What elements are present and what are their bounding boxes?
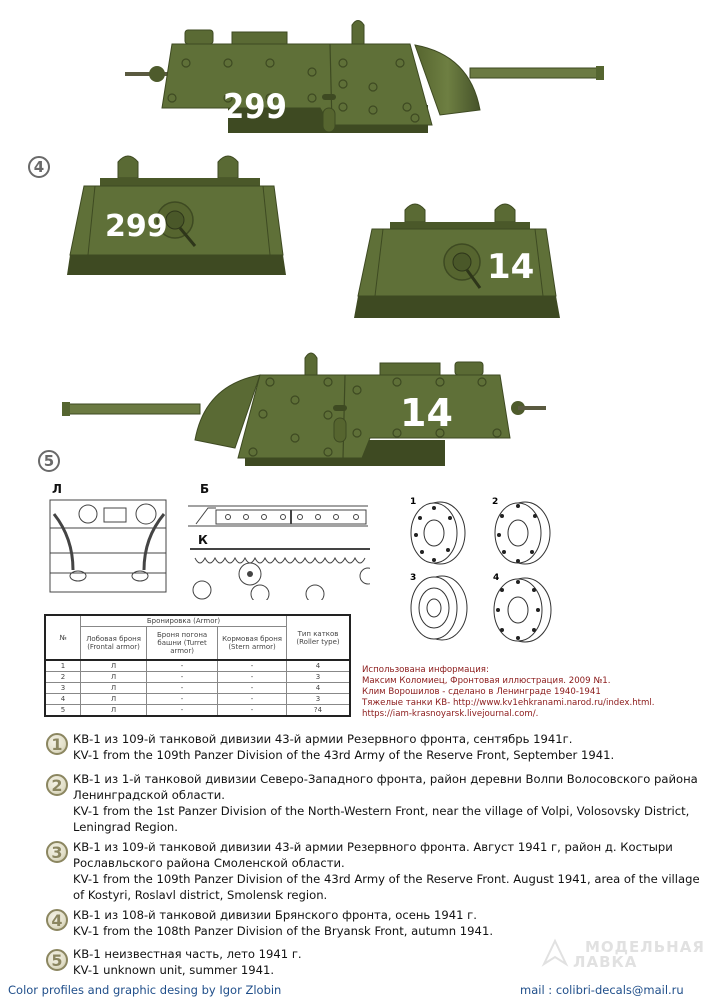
- description-line: КВ-1 из 108-й танковой дивизии Брянского фронта, осень 1941 г.: [73, 908, 477, 922]
- badge-3: 3: [46, 841, 68, 863]
- marker-5: 5: [38, 450, 60, 472]
- roller-label-4: 4: [493, 573, 500, 583]
- gun-barrel: [65, 404, 200, 414]
- table-row: [45, 694, 350, 705]
- turret-rear-299: [67, 156, 286, 275]
- description-line: of Kostyri, Roslavl district, Smolensk region.: [73, 888, 328, 902]
- source-item[interactable]: Тяжелые танки КВ- http://www.kv1ehkranami.narod.ru/index.html.: [362, 698, 655, 708]
- source-item[interactable]: https://iam-krasnoyarsk.livejournal.com/.: [362, 709, 539, 719]
- cell-turret: -: [147, 705, 218, 717]
- description-line: KV-1 from the 109th Panzer Division of the 43rd Army of the Reserve Front. August 1941, area of the village: [73, 872, 700, 886]
- description-line: Рославльского района Смоленской области.: [73, 856, 345, 870]
- watermark-logo-icon: [540, 938, 570, 968]
- watermark-line: МОДЕЛЬНАЯ: [585, 938, 705, 956]
- turret-number-14: 14: [400, 391, 453, 435]
- roller-label-1: 1: [410, 497, 417, 507]
- description-line: KV-1 unknown unit, summer 1941.: [73, 963, 275, 977]
- source-item: Клим Ворошилов - сделано в Ленинграде 1940-1941: [362, 687, 601, 697]
- turret-rear-views: [0, 150, 706, 330]
- cell-frontal: Л: [81, 683, 147, 694]
- cell-roller: ?4: [287, 705, 351, 717]
- footer-mail[interactable]: mail : colibri-decals@mail.ru: [520, 983, 684, 997]
- sources-heading: Использована информация:: [362, 665, 489, 675]
- gun-barrel: [470, 68, 600, 78]
- description-line: КВ-1 из 109-й танковой дивизии 43-й армии Резервного фронта, сентябрь 1941г.: [73, 732, 573, 746]
- cell-no: 5: [45, 705, 81, 717]
- table-row: [45, 705, 350, 717]
- turret-number-299: 299: [223, 87, 287, 127]
- sources-block: [362, 665, 655, 720]
- roller-types-drawing: [400, 490, 575, 650]
- cell-stern: -: [218, 660, 287, 672]
- source-item: Максим Коломиец, Фронтовая иллюстрация. 2009 №1.: [362, 676, 611, 686]
- turret-rear-14: [354, 204, 560, 318]
- periscope: [352, 21, 364, 45]
- description-line: Leningrad Region.: [73, 820, 178, 834]
- cell-frontal: Л: [81, 694, 147, 705]
- turret-side-profile-299: [0, 0, 706, 150]
- cell-turret: -: [147, 672, 218, 683]
- roller-label-2: 2: [492, 497, 499, 507]
- armor-table: [44, 614, 351, 717]
- rear-mg-ball: [149, 66, 165, 82]
- cell-no: 2: [45, 672, 81, 683]
- description-1: [73, 731, 698, 763]
- cell-stern: -: [218, 683, 287, 694]
- badge-5: 5: [46, 949, 68, 971]
- cell-stern: -: [218, 694, 287, 705]
- col-frontal: Лобовая броня (Frontal armor): [81, 627, 147, 661]
- side-hull-drawing-b: [188, 498, 368, 530]
- label-b: Б: [200, 482, 210, 496]
- col-no: №: [45, 615, 81, 660]
- description-line: КВ-1 неизвестная часть, лето 1941 г.: [73, 947, 302, 961]
- table-row: [45, 683, 350, 694]
- track-drawing-k: [190, 546, 370, 600]
- description-3: [73, 839, 698, 903]
- cell-turret: -: [147, 660, 218, 672]
- table-row: [45, 660, 350, 672]
- badge-4: 4: [46, 909, 68, 931]
- description-line: KV-1 from the 109th Panzer Division of the 43rd Army of the Reserve Front, September 1941.: [73, 748, 615, 762]
- periscope: [305, 353, 317, 375]
- gun-muzzle: [596, 66, 604, 80]
- turret-side-profile-14: [0, 330, 706, 480]
- cell-frontal: Л: [81, 660, 147, 672]
- cell-stern: -: [218, 705, 287, 717]
- description-2: [73, 771, 698, 835]
- description-line: КВ-1 из 1-й танковой дивизии Северо-Западного фронта, район деревни Волпи Волосовского района: [73, 772, 698, 786]
- marker-4: 4: [28, 156, 50, 178]
- badge-1: 1: [46, 733, 68, 755]
- cell-no: 3: [45, 683, 81, 694]
- col-turret: Броня погона башни (Turret armor): [147, 627, 218, 661]
- description-line: КВ-1 из 109-й танковой дивизии 43-й армии Резервного фронта. Август 1941 г, район д. Костыри: [73, 840, 673, 854]
- col-group-armor: Бронировка (Armor): [81, 615, 287, 627]
- col-roller: Тип катков (Roller type): [287, 615, 351, 660]
- cell-no: 1: [45, 660, 81, 672]
- cell-roller: 4: [287, 683, 351, 694]
- cell-frontal: Л: [81, 672, 147, 683]
- roller-type-4: [494, 578, 551, 642]
- watermark-text: [573, 938, 705, 971]
- rear-number-299: 299: [105, 209, 168, 244]
- col-stern: Кормовая броня (Stern armor): [218, 627, 287, 661]
- watermark-line: ЛАВКА: [573, 953, 638, 971]
- cell-turret: -: [147, 683, 218, 694]
- cell-roller: 4: [287, 660, 351, 672]
- roller-type-3: [411, 576, 467, 640]
- badge-2: 2: [46, 774, 68, 796]
- cell-roller: 3: [287, 672, 351, 683]
- rear-number-14: 14: [487, 247, 535, 287]
- cell-turret: -: [147, 694, 218, 705]
- label-l: Л: [52, 482, 62, 496]
- description-line: KV-1 from the 1st Panzer Division of the North-Western Front, near the village of Volpi, Volosovsky District,: [73, 804, 690, 818]
- description-line: Ленинградской области.: [73, 788, 225, 802]
- cell-frontal: Л: [81, 705, 147, 717]
- table-row: [45, 672, 350, 683]
- front-hull-drawing: [48, 498, 168, 594]
- roller-label-3: 3: [410, 573, 417, 583]
- footer-credit: Color profiles and graphic desing by Igor Zlobin: [8, 983, 282, 997]
- cell-stern: -: [218, 672, 287, 683]
- roller-type-2: [495, 502, 550, 564]
- label-k: К: [198, 533, 208, 547]
- roller-type-1: [411, 502, 465, 564]
- description-4: [73, 907, 698, 939]
- cell-roller: 3: [287, 694, 351, 705]
- description-line: KV-1 from the 108th Panzer Division of the Bryansk Front, autumn 1941.: [73, 924, 494, 938]
- cell-no: 4: [45, 694, 81, 705]
